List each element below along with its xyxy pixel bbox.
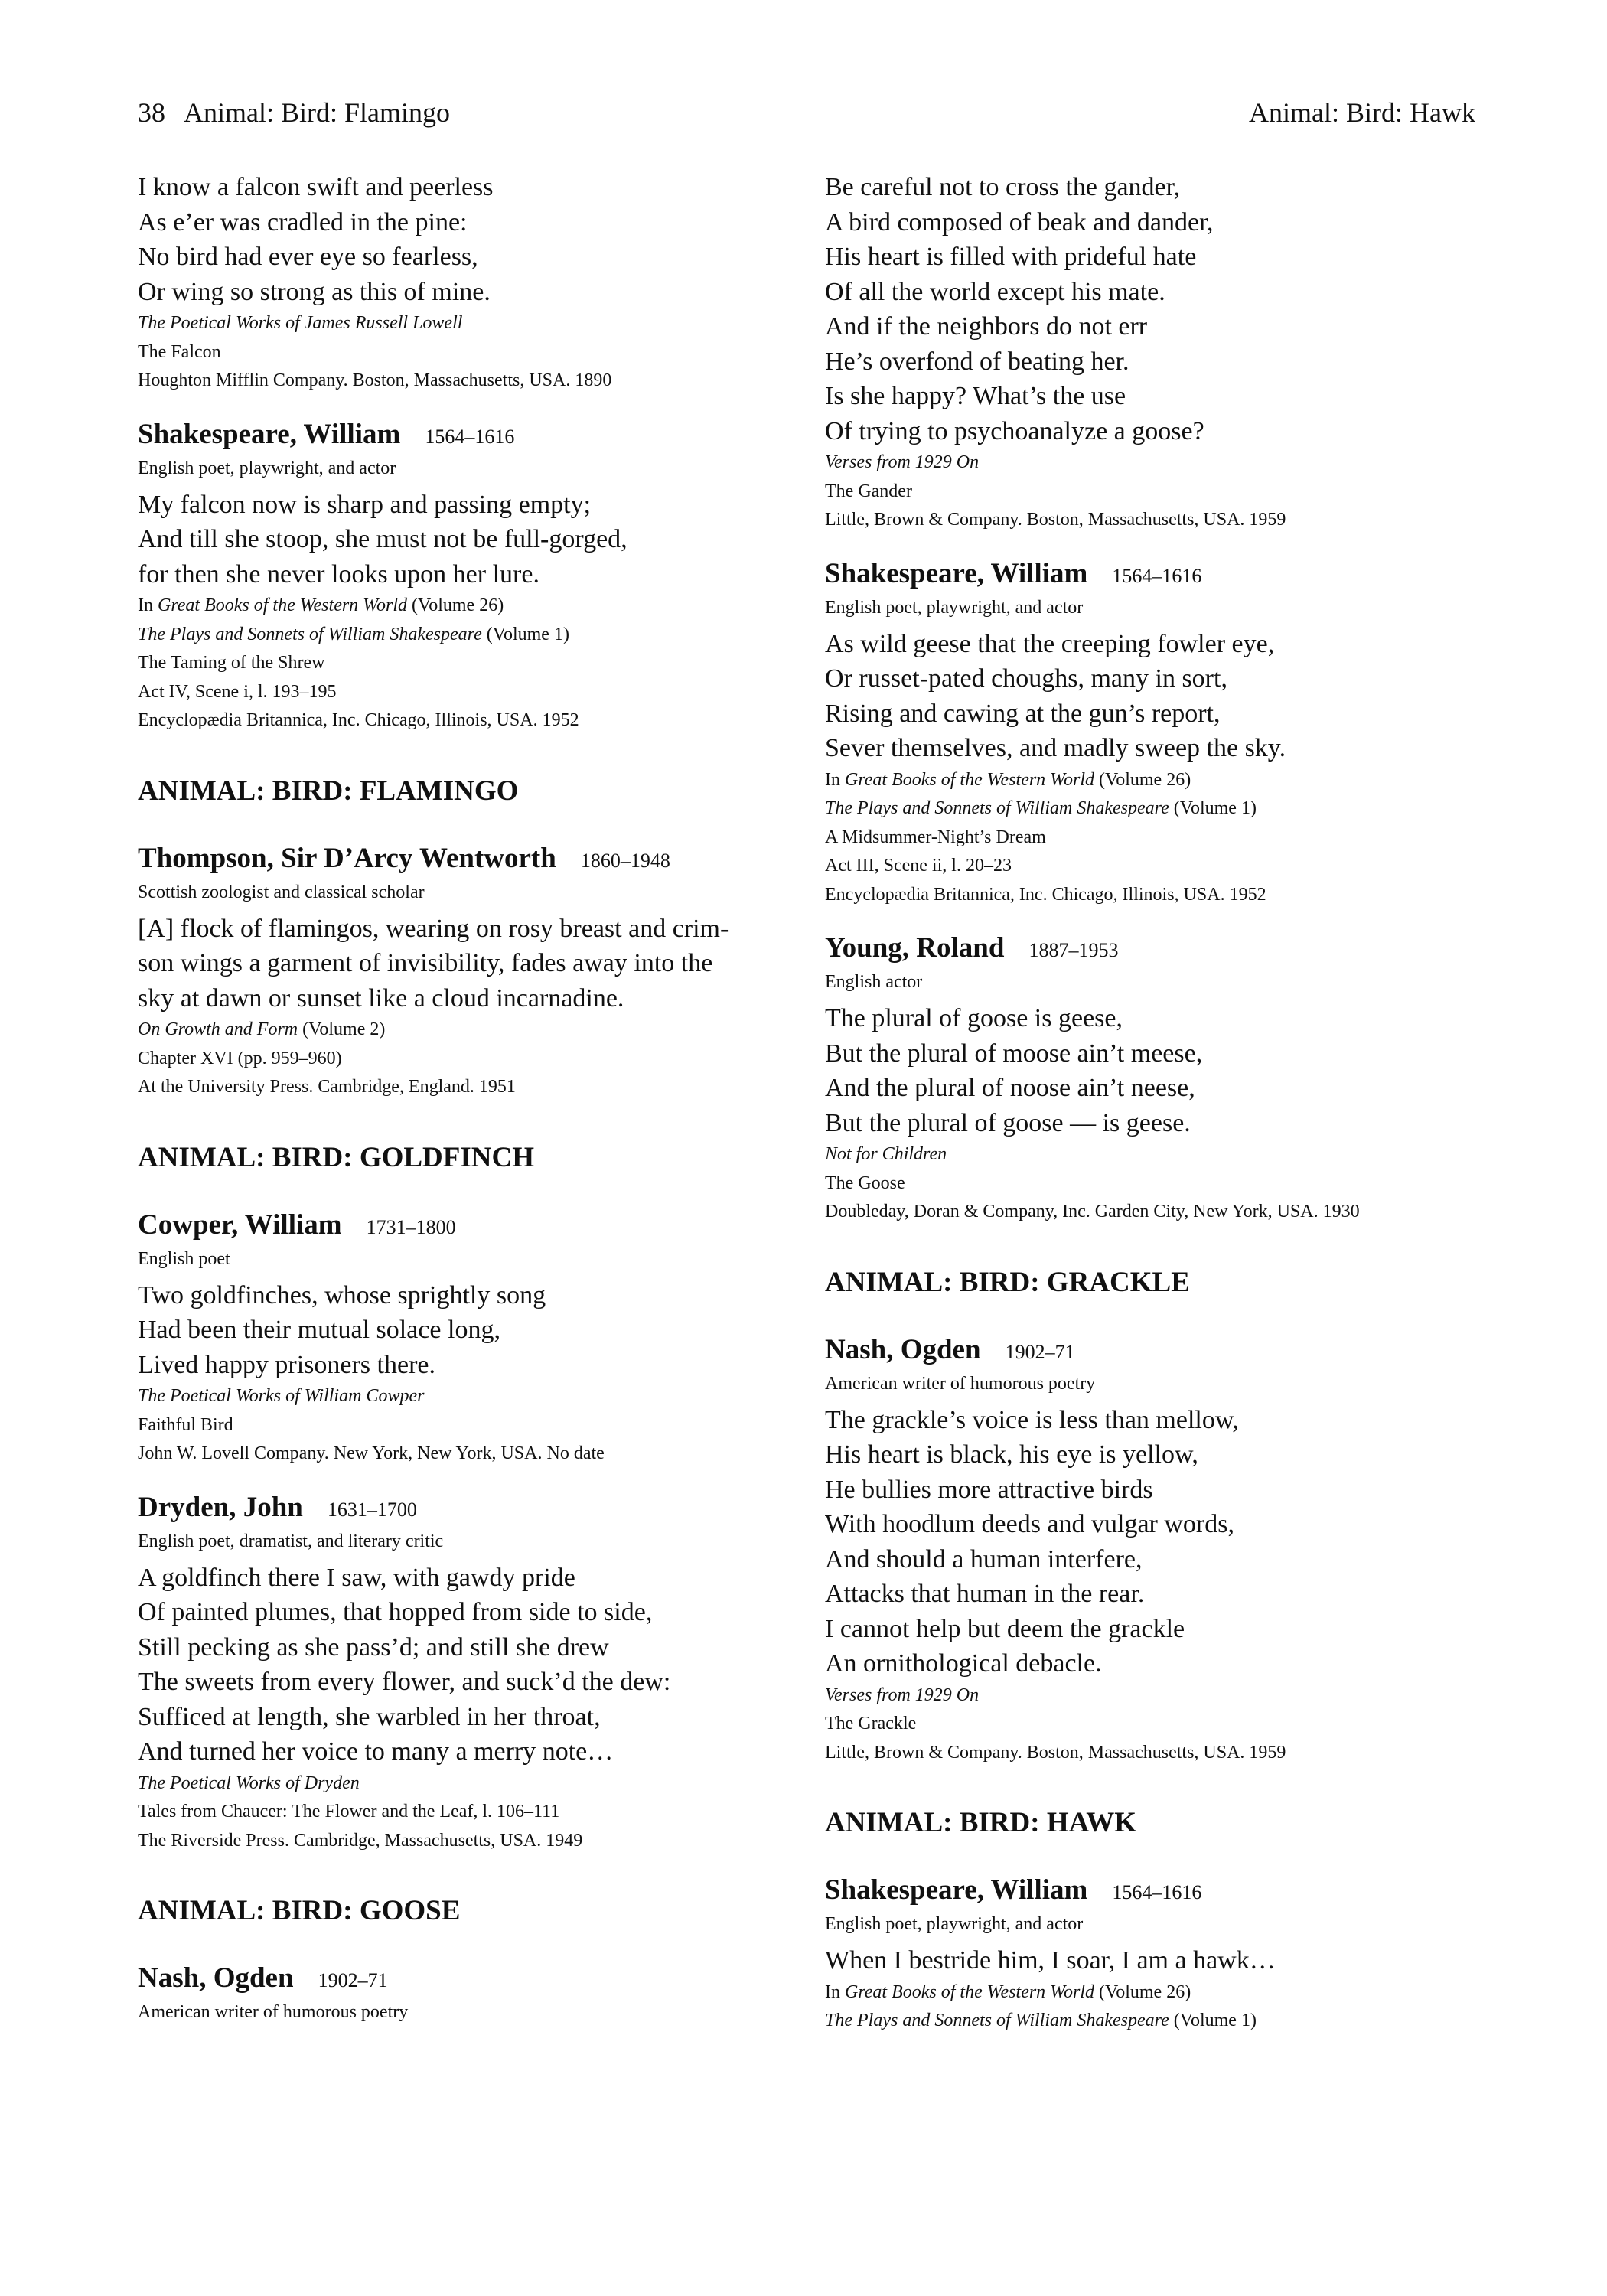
quote-entry bbox=[825, 170, 1483, 535]
running-head bbox=[138, 93, 1475, 132]
source-volume: (Volume 1) bbox=[1169, 2011, 1257, 2030]
author-heading bbox=[825, 1870, 1483, 1913]
source-line: Houghton Mifflin Company. Boston, Massachusetts, USA. 1890 bbox=[138, 370, 612, 390]
source-line: At the University Press. Cambridge, England. 1951 bbox=[138, 1077, 516, 1097]
author-heading bbox=[825, 928, 1483, 971]
source-title: The Plays and Sonnets of William Shakespeare bbox=[138, 624, 482, 644]
source-line: Little, Brown & Company. Boston, Massachusetts, USA. 1959 bbox=[825, 1742, 1286, 1763]
quote-source bbox=[138, 1382, 811, 1469]
author-description: English poet bbox=[138, 1248, 230, 1269]
source-prefix: In bbox=[825, 769, 845, 790]
author-description: English actor bbox=[825, 972, 923, 992]
source-line: Act III, Scene ii, l. 20–23 bbox=[825, 856, 1012, 876]
quote-line: Of trying to psychoanalyze a goose? bbox=[825, 416, 1204, 445]
author-heading bbox=[138, 1487, 811, 1531]
author-dates: 1564–1616 bbox=[425, 425, 515, 448]
source-line: The Gander bbox=[825, 481, 912, 501]
quote-line: [A] flock of flamingos, wearing on rosy breast and crim- bbox=[138, 914, 729, 943]
quote-line: As e’er was cradled in the pine: bbox=[138, 207, 468, 236]
section-heading-flamingo: ANIMAL: BIRD: FLAMINGO bbox=[138, 775, 519, 807]
quote-line: I cannot help but deem the grackle bbox=[825, 1614, 1185, 1643]
quote-line: sky at dawn or sunset like a cloud incarnadine. bbox=[138, 983, 624, 1013]
quote-line: Or wing so strong as this of mine. bbox=[138, 277, 491, 306]
quote-line: His heart is filled with prideful hate bbox=[825, 243, 1197, 271]
author-name: Young, Roland bbox=[825, 932, 1005, 964]
author-description: English poet, playwright, and actor bbox=[825, 597, 1084, 618]
source-line: The Riverside Press. Cambridge, Massachusetts, USA. 1949 bbox=[138, 1830, 583, 1851]
page-number: 38 bbox=[138, 97, 165, 128]
source-line: John W. Lovell Company. New York, New York, USA. No date bbox=[138, 1443, 605, 1463]
author-description: Scottish zoologist and classical scholar bbox=[138, 882, 425, 902]
quote-line: His heart is black, his eye is yellow, bbox=[825, 1440, 1198, 1469]
source-volume: (Volume 1) bbox=[1169, 798, 1257, 818]
author-dates: 1564–1616 bbox=[1112, 1881, 1202, 1903]
quote-source bbox=[138, 592, 811, 735]
quote-source bbox=[138, 1016, 811, 1102]
quote-text bbox=[138, 170, 811, 309]
source-volume: (Volume 1) bbox=[481, 624, 569, 644]
quote-source bbox=[825, 448, 1483, 535]
quote-line: My falcon now is sharp and passing empty; bbox=[138, 490, 592, 519]
quote-text bbox=[138, 488, 811, 592]
author-description: English poet, playwright, and actor bbox=[138, 458, 396, 478]
quote-source bbox=[825, 1140, 1483, 1227]
quote-line: And turned her voice to many a merry note… bbox=[138, 1737, 614, 1766]
source-line: Encyclopædia Britannica, Inc. Chicago, Illinois, USA. 1952 bbox=[825, 884, 1266, 905]
quote-line: And till she stoop, she must not be full-gorged, bbox=[138, 525, 627, 553]
quote-entry bbox=[138, 170, 811, 396]
author-name: Thompson, Sir D’Arcy Wentworth bbox=[138, 842, 556, 874]
quote-line: The sweets from every flower, and suck’d the dew: bbox=[138, 1668, 671, 1696]
quote-line: Of painted plumes, that hopped from side to side, bbox=[138, 1598, 653, 1626]
quote-line: Attacks that human in the rear. bbox=[825, 1580, 1145, 1608]
quote-line: Be careful not to cross the gander, bbox=[825, 173, 1181, 201]
right-running-title: Animal: Bird: Hawk bbox=[1249, 97, 1475, 128]
author-heading bbox=[825, 1329, 1483, 1373]
quote-source bbox=[825, 1681, 1483, 1768]
source-title: Great Books of the Western World bbox=[845, 769, 1094, 790]
source-title: On Growth and Form bbox=[138, 1019, 298, 1039]
author-entry bbox=[138, 1958, 811, 2024]
section-heading-goldfinch: ANIMAL: BIRD: GOLDFINCH bbox=[138, 1141, 534, 1173]
author-name: Shakespeare, William bbox=[825, 1874, 1088, 1906]
quote-line: The grackle’s voice is less than mellow, bbox=[825, 1405, 1239, 1434]
quote-line: With hoodlum deeds and vulgar words, bbox=[825, 1510, 1234, 1538]
source-prefix: In bbox=[825, 1981, 845, 2002]
source-title: The Poetical Works of Dryden bbox=[138, 1773, 360, 1793]
quote-line: No bird had ever eye so fearless, bbox=[138, 243, 478, 271]
source-line: Little, Brown & Company. Boston, Massachusetts, USA. 1959 bbox=[825, 510, 1286, 530]
author-name: Nash, Ogden bbox=[825, 1333, 981, 1365]
left-running-title: Animal: Bird: Flamingo bbox=[184, 97, 450, 128]
quote-source bbox=[138, 309, 811, 396]
author-entry bbox=[825, 553, 1483, 910]
quote-line: Or russet-pated choughs, many in sort, bbox=[825, 664, 1227, 693]
quote-line: And should a human interfere, bbox=[825, 1544, 1143, 1574]
source-line: A Midsummer-Night’s Dream bbox=[825, 827, 1046, 847]
author-dates: 1902–71 bbox=[318, 1969, 388, 1991]
author-name: Shakespeare, William bbox=[825, 557, 1088, 589]
author-entry bbox=[138, 1205, 811, 1469]
author-name: Nash, Ogden bbox=[138, 1962, 294, 1994]
quote-line: I know a falcon swift and peerless bbox=[138, 173, 494, 201]
author-dates: 1902–71 bbox=[1005, 1340, 1075, 1363]
quote-line: But the plural of goose — is geese. bbox=[825, 1108, 1191, 1137]
source-title: Verses from 1929 On bbox=[825, 1684, 980, 1705]
author-name: Dryden, John bbox=[138, 1491, 303, 1523]
quote-line: Two goldfinches, whose sprightly song bbox=[138, 1280, 546, 1309]
source-line: Chapter XVI (pp. 959–960) bbox=[138, 1048, 342, 1068]
quote-text bbox=[825, 170, 1483, 448]
quote-line: When I bestride him, I soar, I am a hawk… bbox=[825, 1946, 1276, 1975]
quote-line: A goldfinch there I saw, with gawdy pride bbox=[138, 1563, 575, 1592]
author-heading bbox=[138, 414, 811, 458]
quote-text bbox=[138, 912, 811, 1016]
quote-line: for then she never looks upon her lure. bbox=[138, 559, 539, 589]
author-description: American writer of humorous poetry bbox=[825, 1373, 1096, 1394]
quote-line: Still pecking as she pass’d; and still she drew bbox=[138, 1632, 609, 1662]
quote-line: Sever themselves, and madly sweep the sky. bbox=[825, 734, 1286, 762]
left-column bbox=[138, 170, 811, 2031]
quote-line: Rising and cawing at the gun’s report, bbox=[825, 699, 1221, 728]
author-dates: 1564–1616 bbox=[1112, 564, 1202, 587]
source-line: Faithful Bird bbox=[138, 1414, 233, 1435]
author-entry bbox=[825, 1329, 1483, 1768]
quote-line: As wild geese that the creeping fowler eye, bbox=[825, 629, 1275, 658]
source-line: The Grackle bbox=[825, 1714, 917, 1733]
author-heading bbox=[825, 553, 1483, 597]
source-line: Encyclopædia Britannica, Inc. Chicago, Illinois, USA. 1952 bbox=[138, 710, 579, 730]
author-description: American writer of humorous poetry bbox=[138, 2002, 409, 2022]
source-volume: (Volume 26) bbox=[1094, 769, 1191, 790]
source-title: Not for Children bbox=[825, 1144, 947, 1164]
author-description: English poet, playwright, and actor bbox=[825, 1914, 1084, 1934]
source-line: The Taming of the Shrew bbox=[138, 653, 325, 673]
source-line: Doubleday, Doran & Company, Inc. Garden City, New York, USA. 1930 bbox=[825, 1202, 1360, 1221]
source-prefix: In bbox=[138, 595, 158, 615]
author-entry bbox=[138, 838, 811, 1102]
section-heading-goose: ANIMAL: BIRD: GOOSE bbox=[138, 1895, 461, 1926]
source-line: The Goose bbox=[825, 1172, 905, 1193]
quote-source bbox=[138, 1769, 811, 1856]
quote-line: The plural of goose is geese, bbox=[825, 1004, 1123, 1032]
quote-text bbox=[138, 1278, 811, 1383]
quote-line: son wings a garment of invisibility, fades away into the bbox=[138, 949, 713, 977]
author-entry bbox=[138, 414, 811, 735]
quote-line: Of all the world except his mate. bbox=[825, 277, 1165, 306]
section-heading-grackle: ANIMAL: BIRD: GRACKLE bbox=[825, 1266, 1190, 1298]
source-title: The Poetical Works of James Russell Lowell bbox=[138, 313, 463, 333]
source-title: Great Books of the Western World bbox=[845, 1981, 1094, 2002]
quote-text bbox=[138, 1561, 811, 1769]
quote-source bbox=[825, 1978, 1483, 2036]
author-heading bbox=[138, 838, 811, 882]
source-line: Tales from Chaucer: The Flower and the Leaf, l. 106–111 bbox=[138, 1802, 560, 1821]
author-heading bbox=[138, 1205, 811, 1248]
quote-line: Lived happy prisoners there. bbox=[138, 1350, 435, 1379]
source-volume: (Volume 26) bbox=[406, 595, 504, 615]
quote-line: He bullies more attractive birds bbox=[825, 1475, 1153, 1504]
source-line: The Falcon bbox=[138, 341, 221, 362]
author-dates: 1631–1700 bbox=[327, 1498, 417, 1521]
source-line: Act IV, Scene i, l. 193–195 bbox=[138, 681, 337, 702]
section-heading-hawk: ANIMAL: BIRD: HAWK bbox=[825, 1807, 1136, 1838]
author-name: Cowper, William bbox=[138, 1208, 342, 1241]
quote-line: But the plural of moose ain’t meese, bbox=[825, 1039, 1203, 1068]
author-entry bbox=[825, 928, 1483, 1227]
running-head-left bbox=[138, 93, 450, 132]
quote-text bbox=[825, 1001, 1483, 1140]
source-title: The Poetical Works of William Cowper bbox=[138, 1386, 425, 1406]
source-title: Great Books of the Western World bbox=[158, 595, 407, 615]
author-entry bbox=[825, 1870, 1483, 2036]
quote-line: He’s overfond of beating her. bbox=[825, 347, 1129, 376]
quote-line: A bird composed of beak and dander, bbox=[825, 207, 1214, 236]
quote-line: An ornithological debacle. bbox=[825, 1649, 1102, 1678]
quote-line: Sufficed at length, she warbled in her throat, bbox=[138, 1702, 601, 1731]
source-title: Verses from 1929 On bbox=[825, 452, 980, 472]
right-column bbox=[825, 170, 1483, 2036]
quote-line: And if the neighbors do not err bbox=[825, 312, 1148, 341]
quote-source bbox=[825, 766, 1483, 910]
quote-text bbox=[825, 1403, 1483, 1681]
author-entry bbox=[138, 1487, 811, 1856]
source-volume: (Volume 2) bbox=[298, 1019, 386, 1039]
quote-line: And the plural of noose ain’t neese, bbox=[825, 1074, 1195, 1102]
source-title: The Plays and Sonnets of William Shakespeare bbox=[825, 798, 1169, 818]
quote-text bbox=[825, 627, 1483, 766]
source-volume: (Volume 26) bbox=[1094, 1981, 1191, 2002]
source-title: The Plays and Sonnets of William Shakespeare bbox=[825, 2011, 1169, 2030]
author-name: Shakespeare, William bbox=[138, 418, 401, 450]
author-heading bbox=[138, 1958, 811, 2001]
quote-line: Is she happy? What’s the use bbox=[825, 382, 1126, 410]
author-dates: 1731–1800 bbox=[366, 1215, 456, 1238]
author-description: English poet, dramatist, and literary critic bbox=[138, 1531, 444, 1551]
author-dates: 1860–1948 bbox=[580, 849, 670, 872]
quote-line: Had been their mutual solace long, bbox=[138, 1316, 500, 1344]
quote-text bbox=[825, 1943, 1483, 1978]
author-dates: 1887–1953 bbox=[1028, 939, 1119, 961]
